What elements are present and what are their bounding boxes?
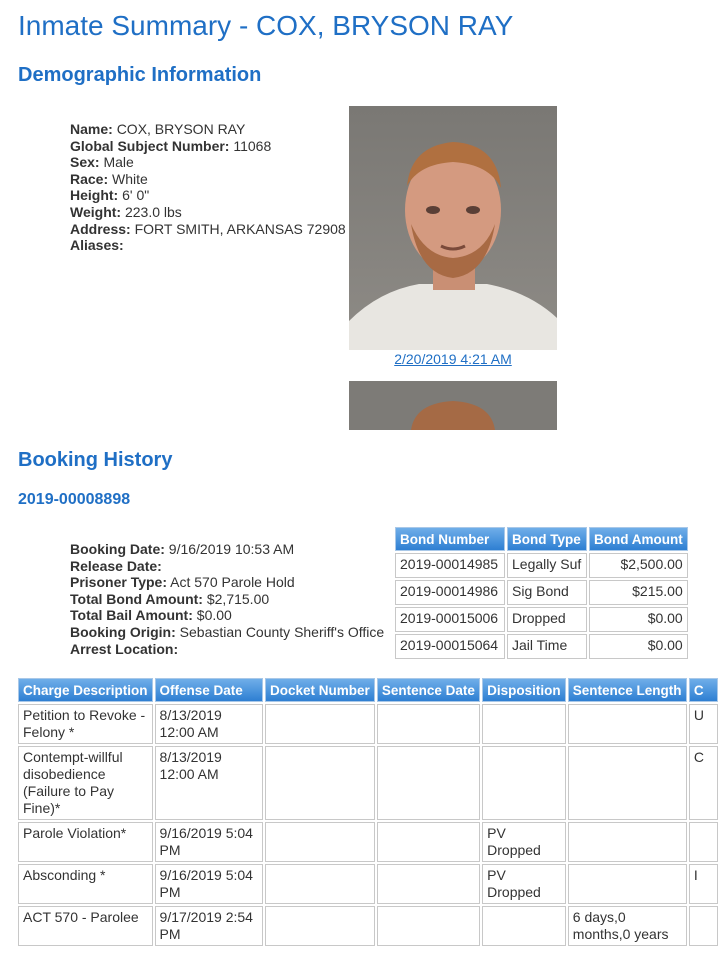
offense-date-cell: 9/16/2019 5:04 PM xyxy=(155,864,263,904)
field-total-bail-amount: Total Bail Amount: $0.00 xyxy=(70,607,232,624)
truncated-column-header: C xyxy=(689,678,718,702)
disposition-cell xyxy=(482,704,566,744)
disposition-header: Disposition xyxy=(482,678,566,702)
field-booking-origin: Booking Origin: Sebastian County Sheriff's Office xyxy=(70,623,385,640)
charge-description-cell: Absconding * xyxy=(18,864,153,904)
field-prisoner-type: Prisoner Type: Act 570 Parole Hold xyxy=(70,574,295,591)
field-address: Address: FORT SMITH, ARKANSAS 72908 xyxy=(70,220,346,237)
table-row xyxy=(18,822,718,862)
sentence-date-cell xyxy=(377,704,480,744)
bond-type-cell: Dropped xyxy=(507,607,587,632)
sentence-length-cell xyxy=(568,746,687,820)
disposition-cell xyxy=(482,906,566,946)
charge-table xyxy=(16,676,720,948)
sentence-date-cell xyxy=(377,864,480,904)
field-name: Name: COX, BRYSON RAY xyxy=(70,121,246,137)
sentence-date-cell xyxy=(377,906,480,946)
offense-date-cell: 8/13/2019 12:00 AM xyxy=(155,746,263,820)
docket-number-cell xyxy=(265,746,375,820)
sentence-date-header: Sentence Date xyxy=(377,678,480,702)
charge-description-header: Charge Description xyxy=(18,678,153,702)
field-sex: Sex: Male xyxy=(70,154,134,171)
docket-number-cell xyxy=(265,822,375,862)
field-global-subject-number: Global Subject Number: 11068 xyxy=(70,137,272,154)
bond-amount-cell: $2,500.00 xyxy=(589,553,688,578)
table-row xyxy=(395,607,688,632)
mugshot-photo-2[interactable] xyxy=(349,381,557,430)
truncated-cell: U xyxy=(689,704,718,744)
bond-number-cell: 2019-00014986 xyxy=(395,580,505,605)
booking-number: 2019-00008898 xyxy=(18,491,131,508)
table-row xyxy=(18,704,718,744)
bond-number-cell: 2019-00015006 xyxy=(395,607,505,632)
mugshot-date-link[interactable]: 2/20/2019 4:21 AM xyxy=(394,351,512,367)
disposition-cell: PV Dropped xyxy=(482,822,566,862)
docket-number-cell xyxy=(265,704,375,744)
bond-type-cell: Legally Suf xyxy=(507,553,587,578)
field-booking-date: Booking Date: 9/16/2019 10:53 AM xyxy=(70,541,295,557)
truncated-cell: I xyxy=(689,864,718,904)
charge-description-cell: Petition to Revoke - Felony * xyxy=(18,704,153,744)
table-row xyxy=(395,553,688,578)
bond-type-header: Bond Type xyxy=(507,527,587,551)
docket-number-cell xyxy=(265,906,375,946)
field-total-bond-amount: Total Bond Amount: $2,715.00 xyxy=(70,590,270,607)
offense-date-cell: 8/13/2019 12:00 AM xyxy=(155,704,263,744)
field-aliases: Aliases: xyxy=(70,237,124,254)
table-row xyxy=(18,746,718,820)
sentence-date-cell xyxy=(377,746,480,820)
table-row xyxy=(18,906,718,946)
bond-amount-cell: $215.00 xyxy=(589,580,688,605)
bond-type-cell: Jail Time xyxy=(507,634,587,659)
charge-description-cell: ACT 570 - Parolee xyxy=(18,906,153,946)
bond-table xyxy=(393,525,690,661)
sentence-date-cell xyxy=(377,822,480,862)
offense-date-cell: 9/17/2019 2:54 PM xyxy=(155,906,263,946)
sentence-length-cell xyxy=(568,704,687,744)
charge-description-cell: Contempt-willful disobedience (Failure to Pay Fine)* xyxy=(18,746,153,820)
table-row xyxy=(395,634,688,659)
bond-amount-cell: $0.00 xyxy=(589,607,688,632)
mugshot-photo[interactable] xyxy=(349,106,557,350)
bond-number-cell: 2019-00015064 xyxy=(395,634,505,659)
booking-info xyxy=(70,541,384,657)
field-weight: Weight: 223.0 lbs xyxy=(70,203,182,220)
disposition-cell: PV Dropped xyxy=(482,864,566,904)
truncated-cell: C xyxy=(689,746,718,820)
bond-number-header: Bond Number xyxy=(395,527,505,551)
sentence-length-cell: 6 days,0 months,0 years xyxy=(568,906,687,946)
charge-table-container xyxy=(16,676,720,979)
demographic-section-title: Demographic Information xyxy=(18,64,262,86)
disposition-cell xyxy=(482,746,566,820)
offense-date-header: Offense Date xyxy=(155,678,263,702)
charge-description-cell: Parole Violation* xyxy=(18,822,153,862)
docket-number-cell xyxy=(265,864,375,904)
demographic-info xyxy=(70,121,346,254)
sentence-length-cell xyxy=(568,822,687,862)
bond-amount-header: Bond Amount xyxy=(589,527,688,551)
docket-number-header: Docket Number xyxy=(265,678,375,702)
page-title: Inmate Summary - COX, BRYSON RAY xyxy=(18,10,514,41)
booking-history-title: Booking History xyxy=(18,449,173,471)
truncated-cell xyxy=(689,906,718,946)
sentence-length-header: Sentence Length xyxy=(568,678,687,702)
bond-number-cell: 2019-00014985 xyxy=(395,553,505,578)
field-release-date: Release Date: xyxy=(70,557,162,574)
sentence-length-cell xyxy=(568,864,687,904)
field-race: Race: White xyxy=(70,170,148,187)
field-height: Height: 6' 0" xyxy=(70,187,150,204)
offense-date-cell: 9/16/2019 5:04 PM xyxy=(155,822,263,862)
bond-type-cell: Sig Bond xyxy=(507,580,587,605)
table-row xyxy=(395,580,688,605)
field-arrest-location: Arrest Location: xyxy=(70,640,179,657)
table-row xyxy=(18,864,718,904)
bond-amount-cell: $0.00 xyxy=(589,634,688,659)
truncated-cell xyxy=(689,822,718,862)
